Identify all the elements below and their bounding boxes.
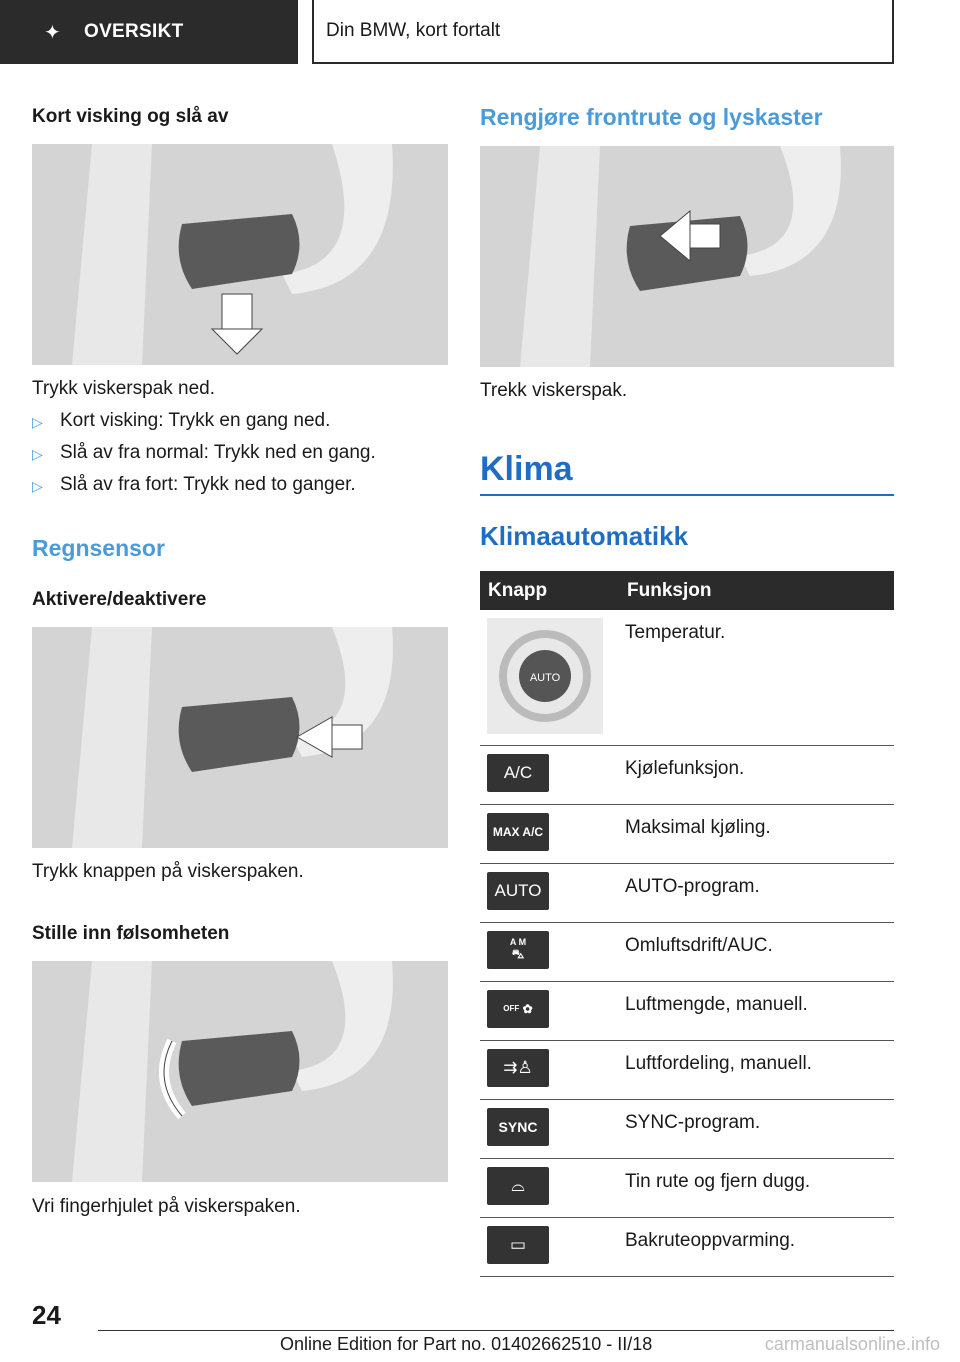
section-title-climate: Klimaautomatikk	[480, 521, 689, 551]
list-item: ▷ Slå av fra normal: Trykk ned en gang.	[32, 442, 376, 463]
table-row	[480, 922, 894, 981]
max-ac-button-icon: MAX A/C	[487, 813, 549, 851]
column-header: Knapp	[480, 571, 619, 610]
section-title-short-wipe: Kort visking og slå av	[32, 106, 229, 127]
table-row	[480, 1040, 894, 1099]
ac-button-icon: A/C	[487, 754, 549, 792]
subsection-title-activate: Aktivere/deaktivere	[32, 589, 207, 610]
recirculation-button-icon: A M ⛍	[487, 931, 549, 969]
page-number: 24	[32, 1300, 61, 1330]
caption-wiper-thumbwheel: Vri fingerhjulet på viskerspaken.	[32, 1196, 301, 1217]
edition-text: Online Edition for Part no. 01402662510 - II/18	[280, 1334, 653, 1354]
section-tab[interactable]	[0, 0, 298, 64]
subsection-title-sensitivity: Stille inn følsomheten	[32, 923, 230, 944]
list-item: ▷ Slå av fra fort: Trykk ned to ganger.	[32, 474, 356, 495]
watermark-text: carmanualsonline.info	[764, 1334, 940, 1354]
sync-button-icon: SYNC	[487, 1108, 549, 1146]
heading-rule	[480, 494, 894, 496]
svg-text:AUTO: AUTO	[529, 672, 561, 684]
auto-button-icon: AUTO	[487, 872, 549, 910]
function-text: Tin rute og fjern dugg.	[619, 1158, 894, 1217]
function-text: Luftmengde, manuell.	[619, 981, 894, 1040]
rear-defrost-button-icon: ▭	[487, 1226, 549, 1264]
function-text: Omluftsdrift/AUC.	[619, 922, 894, 981]
table-row	[480, 1099, 894, 1158]
function-text: Luftfordeling, manuell.	[619, 1040, 894, 1099]
temperature-knob-icon	[487, 618, 603, 734]
lever-icon: ✦	[44, 21, 61, 44]
function-text: SYNC-program.	[619, 1099, 894, 1158]
chapter-heading-klima: Klima	[480, 450, 573, 488]
table-row	[480, 745, 894, 804]
function-text: Kjølefunksjon.	[619, 745, 894, 804]
climate-controls-table	[480, 571, 894, 1277]
caption-wiper-pull: Trekk viskerspak.	[480, 380, 628, 401]
front-defrost-button-icon: ⌓	[487, 1167, 549, 1205]
table-row	[480, 804, 894, 863]
section-title-wash: Rengjøre frontrute og lyskaster	[480, 104, 823, 130]
figure-wiper-pull	[480, 146, 894, 367]
table-row	[480, 610, 894, 745]
function-text: AUTO-program.	[619, 863, 894, 922]
figure-wiper-button	[32, 627, 448, 848]
function-text: Bakruteoppvarming.	[619, 1217, 894, 1276]
chapter-title: Din BMW, kort fortalt	[312, 0, 894, 64]
table-row	[480, 1217, 894, 1276]
caption-wiper-button: Trykk knappen på viskerspaken.	[32, 861, 304, 882]
table-row	[480, 863, 894, 922]
figure-wiper-press-down	[32, 144, 448, 365]
column-header: Funksjon	[619, 571, 894, 610]
section-tab-label: OVERSIKT	[84, 21, 184, 42]
function-text: Temperatur.	[619, 610, 894, 745]
footer-rule	[98, 1330, 894, 1331]
function-text: Maksimal kjøling.	[619, 804, 894, 863]
section-title-rain-sensor: Regnsensor	[32, 535, 165, 561]
caption-wiper-down: Trykk viskerspak ned.	[32, 378, 216, 399]
figure-wiper-thumbwheel	[32, 961, 448, 1182]
air-distribution-button-icon: ⇉♙	[487, 1049, 549, 1087]
table-row	[480, 1158, 894, 1217]
list-item: ▷ Kort visking: Trykk en gang ned.	[32, 410, 331, 431]
table-row	[480, 981, 894, 1040]
fan-button-icon: OFF ✿	[487, 990, 549, 1028]
